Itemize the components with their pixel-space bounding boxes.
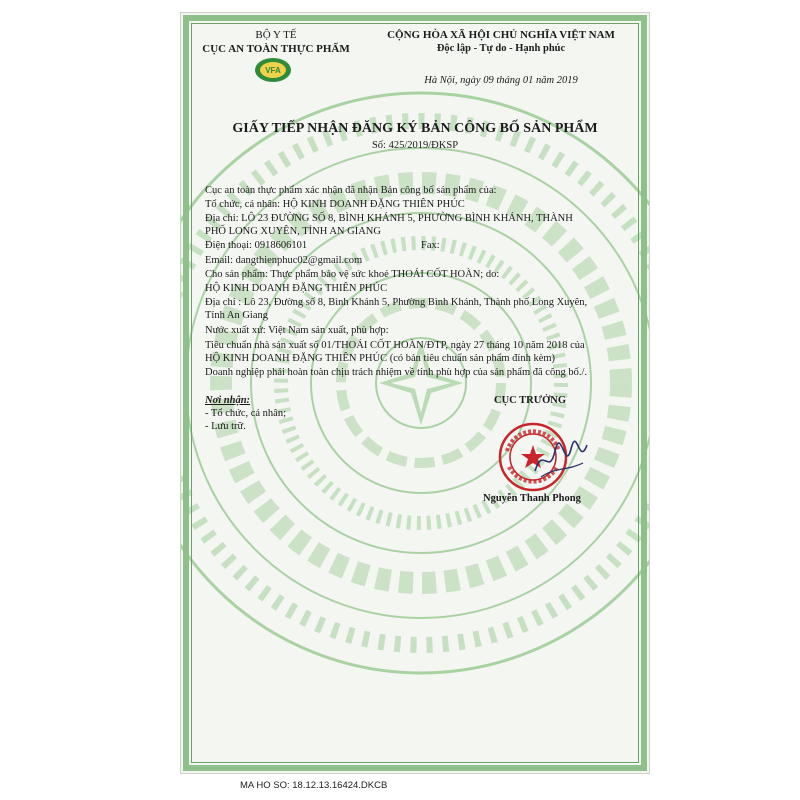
department-name: CỤC AN TOÀN THỰC PHẨM: [202, 43, 350, 55]
product: Cho sản phẩm: Thực phẩm bảo vệ sức khoẻ THOÁI CỐT HOÀN; do:: [205, 269, 500, 280]
svg-text:VFA: VFA: [265, 66, 281, 75]
ministry-name: BỘ Y TẾ: [255, 29, 297, 41]
recipients-label: Nơi nhận:: [205, 395, 251, 406]
responsibility: Doanh nghiệp phải hoàn toàn chịu trách nhiệm về tính phù hợp của sản phẩm đã công bố./.: [205, 367, 587, 378]
address-line-2: PHỐ LONG XUYÊN, TỈNH AN GIANG: [205, 226, 381, 237]
signature-icon: [531, 437, 591, 487]
recipient-item: - Tổ chức, cá nhân;: [205, 408, 287, 419]
standard-line-2: HỘ KINH DOANH ĐẶNG THIÊN PHÚC (có bản tiêu chuẩn sản phẩm đính kèm): [205, 353, 556, 364]
motto: Độc lập - Tự do - Hạnh phúc: [436, 43, 566, 54]
origin: Nước xuất xứ: Việt Nam sản xuất, phù hợp:: [205, 325, 389, 336]
certificate-page: [180, 12, 650, 774]
file-code: MA HO SO: 18.12.13.16424.DKCB: [240, 780, 388, 791]
vfa-logo-icon: [253, 56, 293, 84]
fax: Fax:: [421, 240, 440, 251]
organization: Tổ chức, cá nhân: HỘ KINH DOANH ĐẶNG THIÊN PHÚC: [205, 199, 465, 210]
nation-name: CỘNG HÒA XÃ HỘI CHỦ NGHĨA VIỆT NAM: [387, 29, 615, 41]
producer-address-line-2: Tỉnh An Giang: [205, 310, 268, 321]
address-line-1: Địa chỉ: LÔ 23 ĐƯỜNG SỐ 8, BÌNH KHÁNH 5, PHƯỜNG BÌNH KHÁNH, THÀNH: [205, 213, 573, 224]
email: Email: dangthienphuc02@gmail.com: [205, 255, 363, 266]
recipient-item: - Lưu trữ.: [205, 421, 246, 432]
phone: Điện thoại: 0918606101: [205, 240, 308, 251]
document-title: GIẤY TIẾP NHẬN ĐĂNG KÝ BẢN CÔNG BỐ SẢN PHẨM: [232, 121, 598, 136]
intro-text: Cục an toàn thực phẩm xác nhận đã nhận Bản công bố sản phẩm của:: [205, 185, 497, 196]
producer-address-line-1: Địa chỉ : Lô 23, Đường số 8, Bình Khánh 5, Phường Bình Khánh, Thành phố Long Xuyên,: [205, 297, 588, 308]
document-number: Số: 425/2019/ĐKSP: [371, 140, 459, 151]
standard-line-1: Tiêu chuẩn nhà sản xuất số 01/THOÁI CỐT HOÀN/ĐTP, ngày 27 tháng 10 năm 2018 của: [205, 340, 585, 351]
issue-date: Hà Nội, ngày 09 tháng 01 năm 2019: [424, 75, 578, 86]
signer-role: CỤC TRƯỞNG: [494, 395, 567, 406]
producer: HỘ KINH DOANH ĐẶNG THIÊN PHÚC: [205, 283, 388, 294]
signer-name: Nguyễn Thanh Phong: [483, 493, 581, 504]
